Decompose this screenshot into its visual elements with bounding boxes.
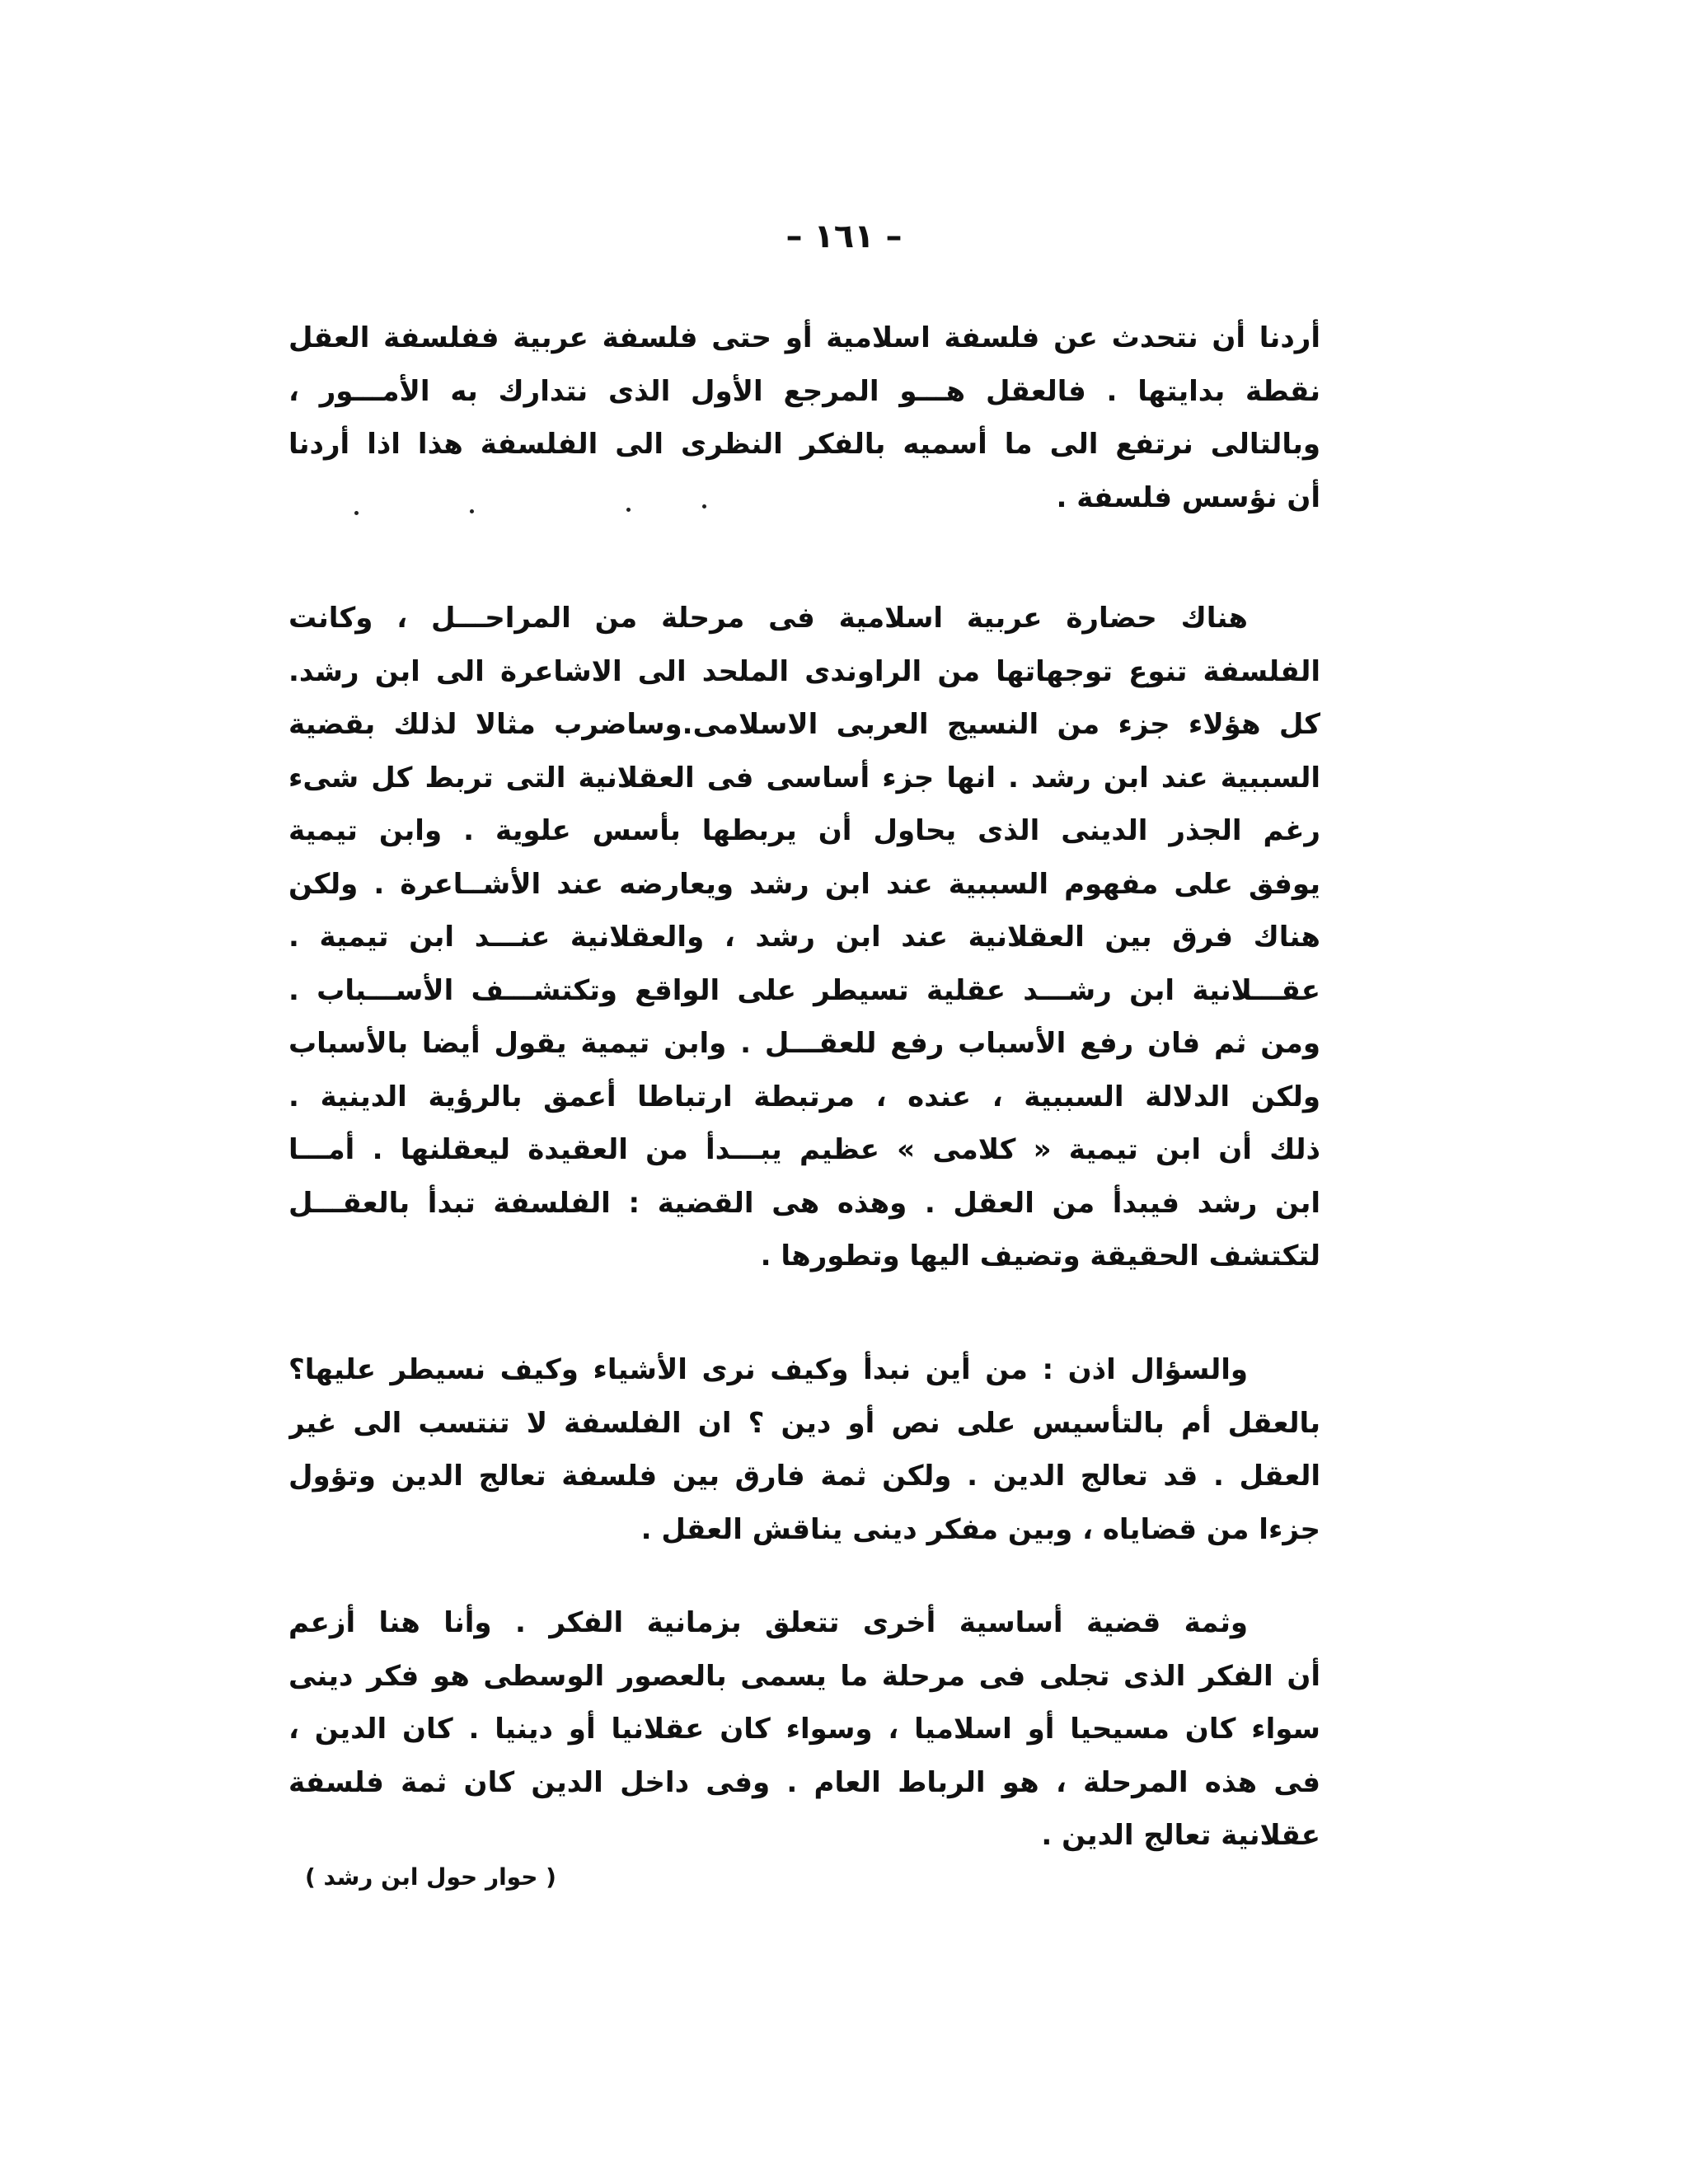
text-line: أن الفكر الذى تجلى فى مرحلة ما يسمى بالعصور الوسطى هو فكر دينى xyxy=(288,1659,1320,1693)
text-line: يوفق على مفهوم السببية عند ابن رشد ويعارضه عند الأشــاعرة . ولكن xyxy=(288,867,1320,901)
text-line: العقل . قد تعالج الدين . ولكن ثمة فارق بين فلسفة تعالج الدين وتؤول xyxy=(288,1460,1320,1493)
paragraph-3 xyxy=(288,1343,1320,1556)
text-line: والسؤال اذن : من أين نبدأ وكيف نرى الأشياء وكيف نسيطر عليها؟ xyxy=(288,1353,1248,1386)
text-line: نقطة بدايتها . فالعقل هـــو المرجع الأول الذى نتدارك به الأمـــور ، xyxy=(288,374,1320,408)
text-line: وبالتالى نرتفع الى ما أسميه بالفكر النظرى الى الفلسفة هذا اذا أردنا xyxy=(288,428,1320,461)
text-line: جزءا من قضاياه ، وبين مفكر دينى يناقش العقل . xyxy=(640,1512,1320,1546)
text-line: عقـــلانية ابن رشـــد عقلية تسيطر على الواقع وتكتشـــف الأســـباب . xyxy=(288,973,1320,1007)
page-number: – ١٦١ – xyxy=(785,218,903,255)
text-line: ابن رشد فيبدأ من العقل . وهذه هى القضية : الفلسفة تبدأ بالعقـــل xyxy=(288,1186,1320,1220)
text-line: أن نؤسس فلسفة . xyxy=(1056,480,1320,514)
text-line: ومن ثم فان رفع الأسباب رفع للعقـــل . وابن تيمية يقول أيضا بالأسباب xyxy=(288,1027,1320,1060)
paragraph-2 xyxy=(288,592,1320,1283)
text-line: فى هذه المرحلة ، هو الرباط العام . وفى داخل الدين كان ثمة فلسفة xyxy=(288,1765,1320,1799)
text-line: لتكتشف الحقيقة وتضيف اليها وتطورها . xyxy=(760,1240,1320,1272)
text-line: وثمة قضية أساسية أخرى تتعلق بزمانية الفكر . وأنا هنا أزعم xyxy=(288,1606,1248,1639)
paragraph-1 xyxy=(288,312,1320,524)
text-line: عقلانية تعالج الدين . xyxy=(1041,1819,1320,1852)
text-line: ذلك أن ابن تيمية « كلامى » عظيم يبـــدأ من العقيدة ليعقلنها . أمـــا xyxy=(288,1133,1320,1166)
text-line: السببية عند ابن رشد . انها جزء أساسى فى العقلانية التى تربط كل شىء xyxy=(288,761,1320,794)
text-line: كل هؤلاء جزء من النسيج العربى الاسلامى.وساضرب مثالا لذلك بقضية xyxy=(288,708,1320,741)
text-line: أردنا أن نتحدث عن فلسفة اسلامية أو حتى فلسفة عربية ففلسفة العقل xyxy=(288,321,1320,354)
text-line: الفلسفة تنوع توجهاتها من الراوندى الملحد الى الاشاعرة الى ابن رشد. xyxy=(288,654,1320,688)
source-caption: ( حوار حول ابن رشد ) xyxy=(305,1863,556,1891)
text-line: رغم الجذر الدينى الذى يحاول أن يربطها بأسس علوية . وابن تيمية xyxy=(288,814,1320,847)
scan-speckles xyxy=(346,504,758,521)
text-line: ولكن الدلالة السببية ، عنده ، مرتبطة ارتباطا أعمق بالرؤية الدينية . xyxy=(288,1080,1320,1113)
text-line: هناك فرق بين العقلانية عند ابن رشد ، والعقلانية عنـــد ابن تيمية . xyxy=(288,921,1320,954)
text-line: سواء كان مسيحيا أو اسلاميا ، وسواء كان عقلانيا أو دينيا . كان الدين ، xyxy=(288,1713,1320,1746)
paragraph-4 xyxy=(288,1596,1320,1863)
text-line: بالعقل أم بالتأسيس على نص أو دين ؟ ان الفلسفة لا تنتسب الى غير xyxy=(288,1406,1320,1440)
text-line: هناك حضارة عربية اسلامية فى مرحلة من المراحـــل ، وكانت xyxy=(288,602,1248,635)
